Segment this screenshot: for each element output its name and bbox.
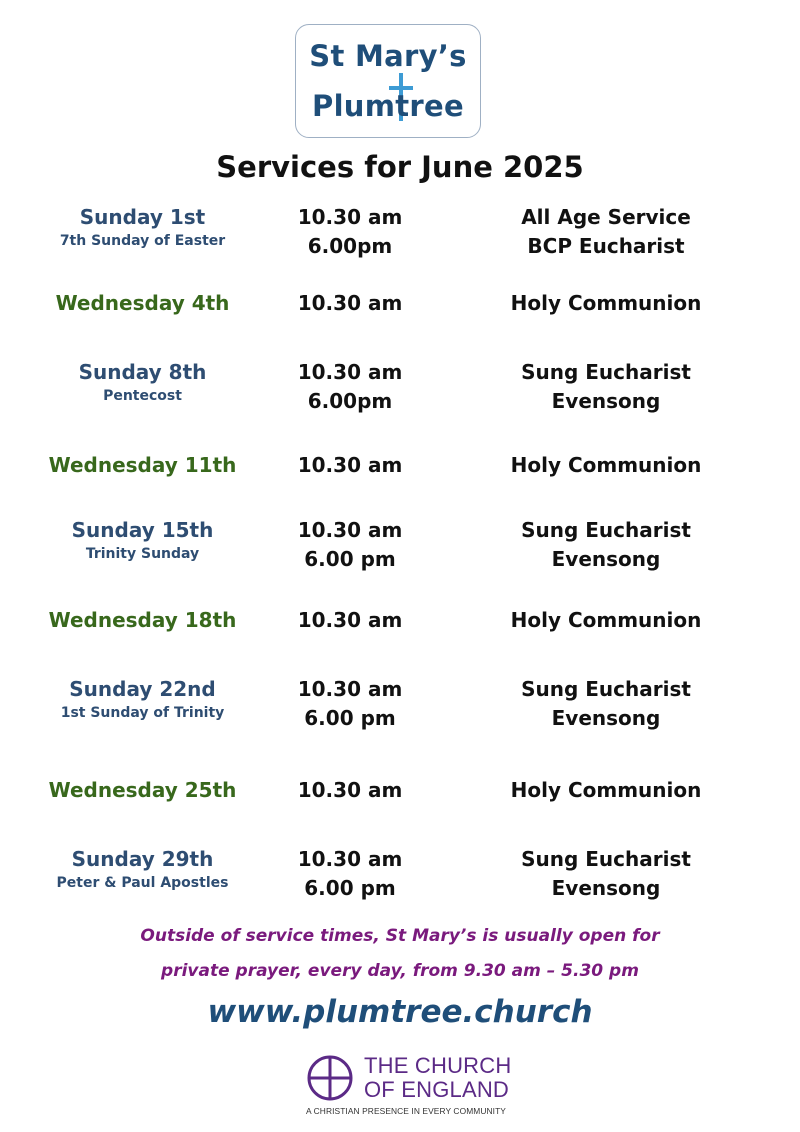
service-time: 10.30 am: [297, 608, 403, 632]
service-names-cell: [480, 606, 732, 635]
service-name: Sung Eucharist: [521, 360, 691, 384]
service-time: 6.00 pm: [304, 547, 396, 571]
service-day-cell: [30, 675, 255, 723]
service-time: 6.00pm: [307, 389, 393, 413]
opening-note-line2: private prayer, every day, from 9.30 am – 5.30 pm: [161, 961, 639, 981]
logo-text-line1: St Mary’s: [309, 39, 467, 73]
service-time: 10.30 am: [297, 453, 403, 477]
service-time: 10.30 am: [297, 518, 403, 542]
service-day: Wednesday 18th: [48, 608, 237, 632]
service-day: Sunday 29th: [71, 847, 214, 871]
service-times-cell: [275, 451, 425, 480]
page-title: Services for June 2025: [216, 150, 584, 184]
coe-tagline: A CHRISTIAN PRESENCE IN EVERY COMMUNITY: [306, 1106, 506, 1116]
service-time: 10.30 am: [297, 677, 403, 701]
service-day: Wednesday 25th: [48, 778, 237, 802]
service-day-subtitle: 1st Sunday of Trinity: [60, 705, 225, 721]
service-name: All Age Service: [521, 205, 691, 229]
service-times-cell: [275, 606, 425, 635]
service-names-cell: [480, 203, 732, 261]
website-link[interactable]: www.plumtree.church: [207, 994, 593, 1030]
service-day-subtitle: 7th Sunday of Easter: [59, 233, 226, 249]
service-day-cell: [30, 289, 255, 317]
service-times-cell: [275, 516, 425, 574]
coe-name-line2: OF ENGLAND: [364, 1077, 510, 1102]
service-day-subtitle: Trinity Sunday: [85, 546, 200, 562]
service-day-cell: [30, 451, 255, 479]
service-name: Holy Communion: [510, 453, 702, 477]
service-name: Holy Communion: [510, 778, 702, 802]
logo-text-line2: Plumtree: [312, 89, 464, 123]
service-time: 6.00pm: [307, 234, 393, 258]
service-day-cell: [30, 606, 255, 634]
service-day: Wednesday 11th: [48, 453, 237, 477]
service-times-cell: [275, 289, 425, 318]
coe-name-line1: THE CHURCH: [364, 1053, 512, 1078]
service-name: Holy Communion: [510, 608, 702, 632]
service-time: 6.00 pm: [304, 876, 396, 900]
service-names-cell: [480, 289, 732, 318]
service-day: Sunday 1st: [79, 205, 206, 229]
service-name: Sung Eucharist: [521, 518, 691, 542]
service-names-cell: [480, 516, 732, 574]
service-day-cell: [30, 516, 255, 564]
service-day-cell: [30, 203, 255, 251]
service-times-cell: [275, 203, 425, 261]
service-name: BCP Eucharist: [527, 234, 685, 258]
service-day-subtitle: Pentecost: [103, 388, 182, 404]
service-time: 10.30 am: [297, 847, 403, 871]
service-time: 10.30 am: [297, 778, 403, 802]
service-day: Sunday 8th: [78, 360, 207, 384]
service-day: Sunday 22nd: [69, 677, 216, 701]
church-logo: [295, 24, 481, 138]
church-of-england-emblem-icon: [306, 1054, 354, 1102]
service-name: Evensong: [551, 547, 661, 571]
service-name: Holy Communion: [510, 291, 702, 315]
service-time: 10.30 am: [297, 205, 403, 229]
service-names-cell: [480, 451, 732, 480]
service-times-cell: [275, 675, 425, 733]
service-name: Evensong: [551, 706, 661, 730]
service-times-cell: [275, 845, 425, 903]
service-name: Sung Eucharist: [521, 847, 691, 871]
service-names-cell: [480, 776, 732, 805]
service-name: Evensong: [551, 389, 661, 413]
service-times-cell: [275, 776, 425, 805]
service-times-cell: [275, 358, 425, 416]
service-day: Sunday 15th: [71, 518, 214, 542]
service-names-cell: [480, 675, 732, 733]
service-time: 10.30 am: [297, 360, 403, 384]
service-day-cell: [30, 845, 255, 893]
service-time: 10.30 am: [297, 291, 403, 315]
service-names-cell: [480, 845, 732, 903]
service-time: 6.00 pm: [304, 706, 396, 730]
service-names-cell: [480, 358, 732, 416]
service-name: Sung Eucharist: [521, 677, 691, 701]
service-name: Evensong: [551, 876, 661, 900]
service-day-subtitle: Peter & Paul Apostles: [56, 875, 229, 891]
service-day-cell: [30, 776, 255, 804]
service-day-cell: [30, 358, 255, 406]
opening-note-line1: Outside of service times, St Mary’s is usually open for: [140, 926, 660, 946]
service-day: Wednesday 4th: [55, 291, 230, 315]
